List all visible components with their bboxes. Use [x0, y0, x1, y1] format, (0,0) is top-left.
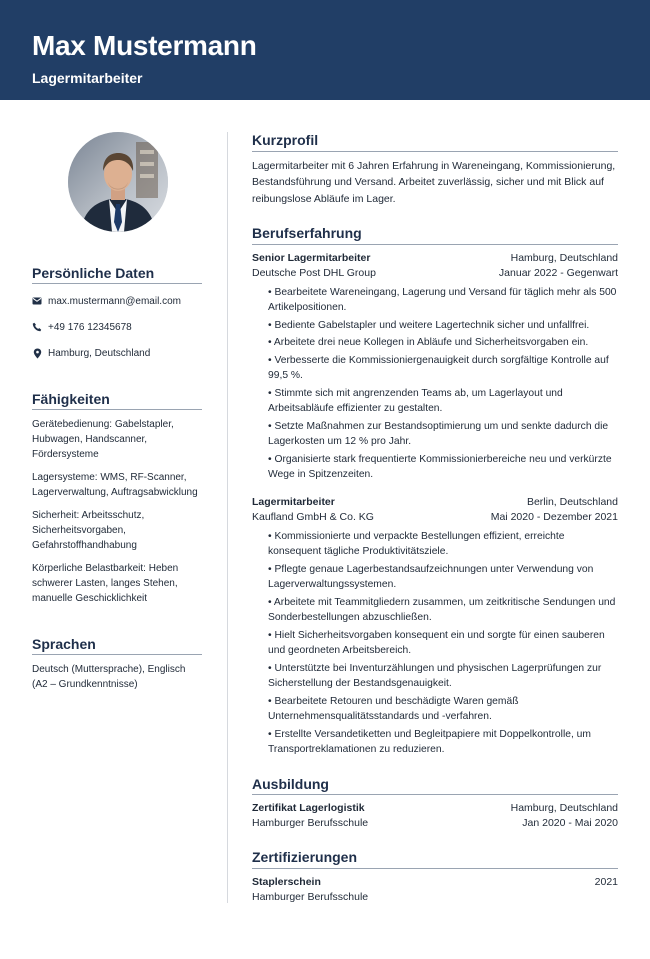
job-bullet: • Bearbeitete Wareneingang, Lagerung und Versand für täglich mehr als 500 Artikelpositionen.	[268, 286, 617, 313]
skill-item: Sicherheit: Arbeitsschutz, Sicherheitsvorgaben, Gefahrstoffhandhabung	[32, 510, 145, 551]
languages-text: Deutsch (Muttersprache), Englisch (A2 – Grundkenntnisse)	[32, 664, 186, 690]
profile-heading: Kurzprofil	[252, 132, 618, 152]
job-bullet: • Setzte Maßnahmen zur Bestandsoptimierung um und senkte dadurch die Lagerkosten um 12 % pro Jahr.	[268, 420, 609, 447]
email-row[interactable]	[32, 293, 202, 309]
email-icon	[32, 296, 42, 306]
skills-heading: Fähigkeiten	[32, 392, 202, 410]
job-company: Deutsche Post DHL Group	[252, 266, 376, 279]
certification-entry	[252, 875, 618, 905]
job-location: Berlin, Deutschland	[526, 495, 618, 508]
job-dates: Januar 2022 - Gegenwart	[498, 266, 618, 279]
right-column	[252, 132, 618, 905]
certification-issuer: Hamburger Berufsschule	[252, 890, 369, 903]
location-text: Hamburg, Deutschland	[48, 347, 151, 359]
certification-name: Staplerschein	[252, 875, 321, 888]
phone-text[interactable]: +49 176 12345678	[48, 321, 132, 333]
certification-year: 2021	[594, 875, 618, 888]
profile-summary: Lagermitarbeiter mit 6 Jahren Erfahrung in Wareneingang, Kommissionierung, Bestandsführung und Versand. Arbeitet zuverlässig, sicher und mit Blick auf reibungslose Abläufe im Lager.	[252, 159, 616, 205]
skill-item: Lagersysteme: WMS, RF-Scanner, Lagerverwaltung, Auftragsabwicklung	[32, 472, 198, 498]
job-bullet: • Verbesserte die Kommissioniergenauigkeit durch sorgfältige Kontrolle auf 99,5 %.	[268, 354, 609, 381]
job-location: Hamburg, Deutschland	[510, 251, 618, 264]
phone-icon	[32, 322, 42, 332]
profile-photo-illustration	[68, 132, 168, 232]
job-bullets	[268, 529, 618, 758]
job-bullet: • Organisierte stark frequentierte Kommissionierbereiche neu und verkürzte Wege in Spitzenzeiten.	[268, 453, 612, 480]
education-heading: Ausbildung	[252, 776, 618, 796]
education-entry	[252, 801, 618, 831]
location-row	[32, 345, 202, 361]
job-bullet: • Arbeitete mit Teammitgliedern zusammen, um zeitkritische Sendungen und Sonderbestellungen abzuschließen.	[268, 596, 616, 623]
job-bullet: • Hielt Sicherheitsvorgaben konsequent ein und sorgte für einen sauberen und geordneten Arbeitsbereich.	[268, 629, 605, 656]
job-bullet: • Kommissionierte und verpackte Bestellungen effizient, erreichte konsequent tägliche Produktivitätsziele.	[268, 530, 565, 557]
job-dates: Mai 2020 - Dezember 2021	[490, 510, 618, 523]
education-school: Hamburger Berufsschule	[252, 817, 369, 829]
education-location: Hamburg, Deutschland	[510, 802, 618, 814]
skill-item: Gerätebedienung: Gabelstapler, Hubwagen, Handscanner, Fördersysteme	[32, 419, 174, 460]
column-divider	[227, 132, 228, 903]
job-entry	[252, 251, 618, 483]
left-column	[32, 132, 202, 692]
skill-item: Körperliche Belastbarkeit: Heben schwerer Lasten, langes Stehen, manuelle Geschicklichkeit	[32, 563, 179, 604]
profile-photo	[68, 132, 168, 232]
job-bullet: • Pflegte genaue Lagerbestandsaufzeichnungen unter Verwendung von Lagerverwaltungssystemen.	[268, 563, 594, 590]
candidate-title: Lagermitarbeiter	[32, 70, 143, 86]
job-bullet: • Stimmte sich mit angrenzenden Teams ab, um Lagerlayout und Arbeitsabläufe effizienter zu gestalten.	[268, 387, 563, 414]
job-bullets	[268, 285, 618, 483]
job-entry	[252, 495, 618, 758]
experience-heading: Berufserfahrung	[252, 225, 618, 245]
job-bullet: • Bediente Gabelstapler und weitere Lagertechnik sicher und unfallfrei.	[268, 319, 590, 331]
languages-heading: Sprachen	[32, 637, 202, 655]
job-role: Senior Lagermitarbeiter	[252, 251, 371, 264]
job-bullet: • Arbeitete drei neue Kollegen in Abläufe und Sicherheitsvorgaben ein.	[268, 337, 589, 348]
location-pin-icon	[32, 348, 42, 358]
personal-data-heading: Persönliche Daten	[32, 266, 202, 284]
education-degree: Zertifikat Lagerlogistik	[252, 802, 365, 814]
phone-row[interactable]	[32, 319, 202, 335]
candidate-name: Max Mustermann	[32, 30, 257, 61]
job-role: Lagermitarbeiter	[252, 495, 335, 508]
job-bullet: • Unterstützte bei Inventurzählungen und physischen Lagerprüfungen zur Sicherstellung der Bestandsgenauigkeit.	[268, 662, 602, 689]
email-text[interactable]: max.mustermann@email.com	[48, 295, 181, 307]
job-company: Kaufland GmbH & Co. KG	[252, 510, 374, 523]
education-dates: Jan 2020 - Mai 2020	[522, 817, 618, 829]
job-bullet: • Erstellte Versandetiketten und Begleitpapiere mit Doppelkontrolle, um Transportreklamationen zu reduzieren.	[268, 728, 591, 755]
job-bullet: • Bearbeitete Retouren und beschädigte Waren gemäß Unternehmensqualitätsstandards und -verfahren.	[268, 695, 519, 722]
resume-header	[0, 0, 650, 100]
certifications-heading: Zertifizierungen	[252, 849, 618, 869]
